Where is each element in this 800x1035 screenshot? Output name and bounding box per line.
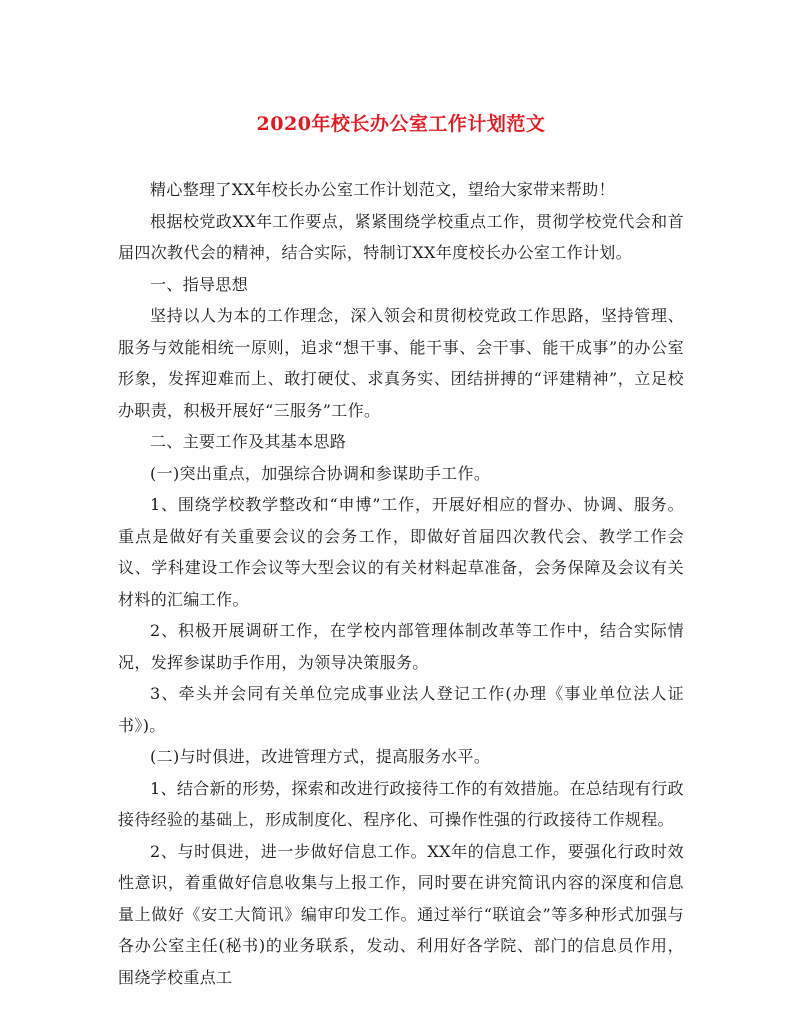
paragraph-item-2: 2、积极开展调研工作，在学校内部管理体制改革等工作中，结合实际情况，发挥参谋助手作用，为领导决策服务。 xyxy=(118,621,684,672)
paragraph-information: 2、与时俱进，进一步做好信息工作。XX年的信息工作，要强化行政时效性意识，着重做好信息收集与上报工作，同时要在讲究简讯内容的深度和信息量上做好《安工大简讯》编审印发工作。通过举行“联谊会”等多种形式加强与各办公室主任(秘书)的业务联系，发动、利用好各学院、部门的信息员作用，围绕学校重点工 xyxy=(118,841,684,987)
document-title: 2020年校长办公室工作计划范文 xyxy=(256,113,546,135)
subheading-keep-pace: (二)与时俱进，改进管理方式，提高服务水平。 xyxy=(150,747,491,766)
subheading-focus: (一)突出重点，加强综合协调和参谋助手工作。 xyxy=(150,463,491,483)
paragraph-intro: 精心整理了XX年校长办公室工作计划范文，望给大家带来帮助！ xyxy=(150,180,615,199)
paragraph-guiding-ideology: 坚持以人为本的工作理念，深入领会和贯彻校党政工作思路，坚持管理、服务与效能相统一原则，追求“想干事、能干事、会干事、能干成事”的办公室形象，发挥迎难而上、敢打硬仗、求真务实、团结拼搏的“评建精神”，立足校办职责，积极开展好“三服务”工作。 xyxy=(118,306,684,420)
heading-main-work: 二、主要工作及其基本思路 xyxy=(150,432,347,451)
heading-guiding-ideology: 一、指导思想 xyxy=(150,274,249,294)
paragraph-reception: 1、结合新的形势，探索和改进行政接待工作的有效措施。在总结现有行政接待经验的基础上，形成制度化、程序化、可操作性强的行政接待工作规程。 xyxy=(118,778,684,829)
paragraph-item-1: 1、围绕学校教学整改和“申博”工作，开展好相应的督办、协调、服务。重点是做好有关重要会议的会务工作，即做好首届四次教代会、教学工作会议、学科建设工作会议等大型会议的有关材料起草准备，会务保障及会议有关材料的汇编工作。 xyxy=(118,495,684,609)
paragraph-item-3: 3、牵头并会同有关单位完成事业法人登记工作(办理《事业单位法人证书》)。 xyxy=(118,684,684,735)
document-body xyxy=(118,174,684,993)
paragraph-basis: 根据校党政XX年工作要点，紧紧围绕学校重点工作，贯彻学校党代会和首届四次教代会的精神，结合实际，特制订XX年度校长办公室工作计划。 xyxy=(118,211,684,262)
